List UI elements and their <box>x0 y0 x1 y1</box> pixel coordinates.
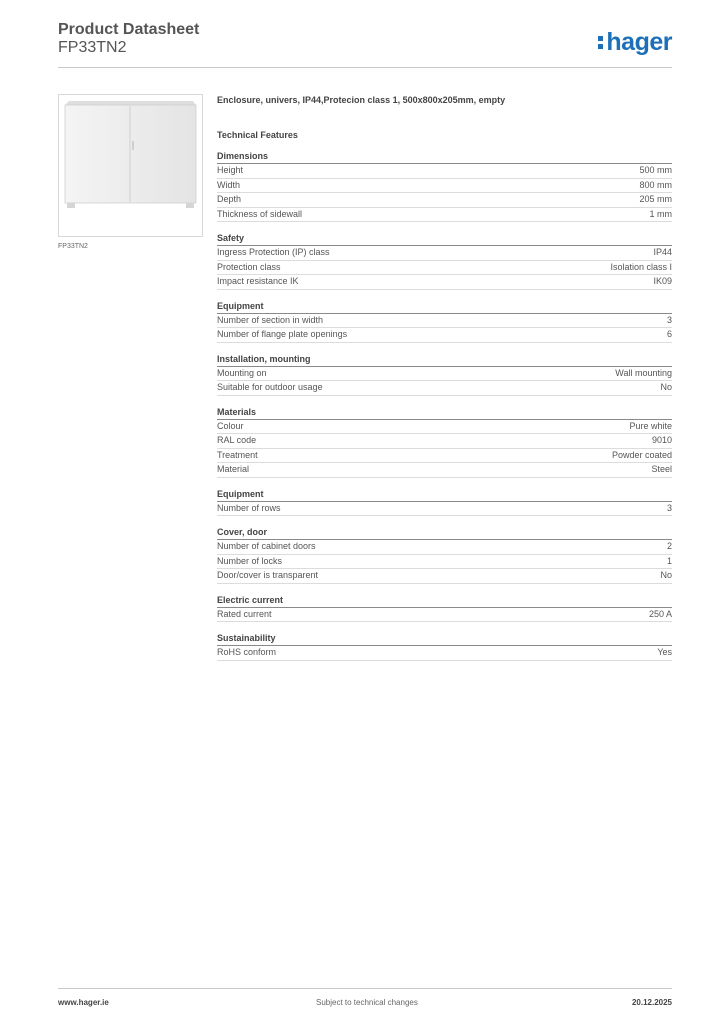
spec-row <box>217 179 672 194</box>
section-title: Installation, mounting <box>217 353 672 367</box>
spec-label: Colour <box>217 420 244 431</box>
spec-row <box>217 569 672 584</box>
hager-logo <box>598 28 672 57</box>
section-title: Sustainability <box>217 632 672 646</box>
spec-label: RoHS conform <box>217 647 277 657</box>
spec-row <box>217 608 672 623</box>
section-title: Equipment <box>217 488 672 502</box>
spec-row <box>217 367 672 382</box>
spec-value: Steel <box>651 464 672 474</box>
section-title: Cover, door <box>217 526 672 540</box>
header-divider <box>58 67 672 68</box>
spec-label: Rated current <box>217 608 272 619</box>
spec-value: 205 mm <box>639 194 672 204</box>
spec-row <box>217 420 672 435</box>
spec-label: Mounting on <box>217 367 267 378</box>
spec-label: Depth <box>217 194 242 204</box>
spec-label: Number of rows <box>217 502 281 513</box>
spec-value: 6 <box>666 329 672 339</box>
footer-date: 20.12.2025 <box>631 998 672 1007</box>
spec-label: Material <box>217 464 250 474</box>
product-code: FP33TN2 <box>58 39 127 56</box>
spec-label: Suitable for outdoor usage <box>217 382 323 392</box>
spec-row <box>217 261 672 276</box>
spec-row <box>217 502 672 517</box>
spec-section <box>217 232 672 290</box>
footer-website: www.hager.ie <box>58 998 109 1007</box>
spec-row <box>217 193 672 208</box>
logo-dots-icon <box>598 34 603 50</box>
spec-value: Yes <box>657 647 672 657</box>
spec-section <box>217 526 672 584</box>
spec-value: Isolation class I <box>610 261 672 272</box>
spec-label: Ingress Protection (IP) class <box>217 247 330 257</box>
image-caption: FP33TN2 <box>58 243 88 250</box>
spec-label: Number of section in width <box>217 314 324 325</box>
spec-value: 1 <box>666 555 672 566</box>
spec-value: 2 <box>666 541 672 551</box>
page-header <box>58 20 199 57</box>
product-description: Enclosure, univers, IP44,Protecion class 1, 500x800x205mm, empty <box>217 95 506 105</box>
spec-value: 9010 <box>651 435 672 445</box>
spec-label: Door/cover is transparent <box>217 570 319 580</box>
section-title: Safety <box>217 232 672 246</box>
technical-features-heading: Technical Features <box>217 130 298 140</box>
section-title: Materials <box>217 406 672 420</box>
spec-row <box>217 314 672 329</box>
spec-value: No <box>660 382 672 392</box>
document-title: Product Datasheet <box>58 21 200 38</box>
spec-row <box>217 449 672 464</box>
spec-value: Powder coated <box>611 449 672 460</box>
spec-row <box>217 646 672 661</box>
spec-value: 500 mm <box>639 165 672 175</box>
spec-row <box>217 246 672 261</box>
spec-row <box>217 463 672 478</box>
spec-value: Wall mounting <box>615 367 672 378</box>
section-title: Equipment <box>217 300 672 314</box>
spec-section <box>217 353 672 396</box>
spec-row <box>217 275 672 290</box>
cabinet-illustration <box>63 101 198 211</box>
spec-label: Number of flange plate openings <box>217 329 348 339</box>
spec-section <box>217 488 672 517</box>
spec-section <box>217 300 672 343</box>
spec-section <box>217 632 672 661</box>
spec-value: 250 A <box>648 608 672 619</box>
spec-row <box>217 328 672 343</box>
spec-value: IP44 <box>653 247 672 257</box>
spec-label: Thickness of sidewall <box>217 208 303 219</box>
section-title: Dimensions <box>217 150 672 164</box>
spec-value: 3 <box>666 502 672 513</box>
footer-notice: Subject to technical changes <box>316 998 418 1007</box>
spec-value: 800 mm <box>639 179 672 190</box>
spec-value: No <box>660 570 672 580</box>
spec-label: Number of cabinet doors <box>217 541 316 551</box>
logo-text: hager <box>606 28 672 56</box>
spec-value: IK09 <box>653 276 672 286</box>
spec-section <box>217 406 672 478</box>
spec-value: 1 mm <box>649 208 672 219</box>
spec-sections <box>217 150 672 661</box>
spec-row <box>217 434 672 449</box>
spec-section <box>217 150 672 222</box>
spec-label: Treatment <box>217 449 258 460</box>
spec-value: 3 <box>666 314 672 325</box>
spec-label: Number of locks <box>217 555 283 566</box>
spec-label: RAL code <box>217 435 257 445</box>
section-title: Electric current <box>217 594 672 608</box>
spec-label: Height <box>217 165 244 175</box>
spec-label: Width <box>217 179 241 190</box>
spec-row <box>217 208 672 223</box>
spec-content <box>217 95 672 661</box>
spec-row <box>217 381 672 396</box>
spec-row <box>217 555 672 570</box>
spec-label: Protection class <box>217 261 281 272</box>
footer-divider <box>58 988 672 989</box>
spec-value: Pure white <box>629 420 672 431</box>
product-image <box>58 94 203 237</box>
spec-row <box>217 164 672 179</box>
spec-section <box>217 594 672 623</box>
spec-label: Impact resistance IK <box>217 276 299 286</box>
spec-row <box>217 540 672 555</box>
